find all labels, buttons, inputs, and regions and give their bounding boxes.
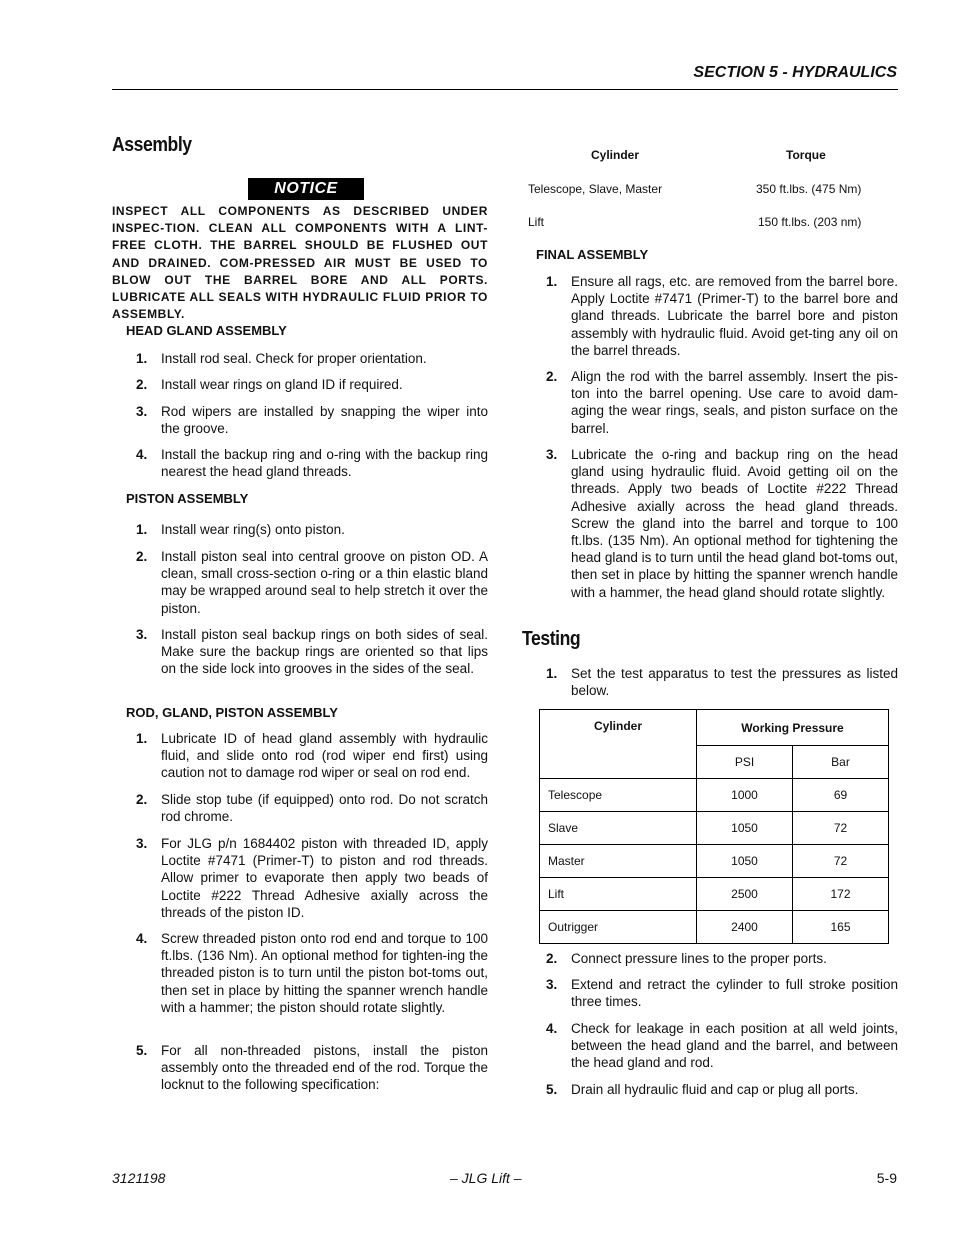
torque-cell: Telescope, Slave, Master [528,182,663,196]
torque-col-cylinder: Cylinder [591,148,640,162]
table-row: Slave 1050 72 [540,812,889,845]
final-assembly-heading: FINAL ASSEMBLY [536,247,649,262]
header-divider [112,89,898,90]
notice-text: INSPECT ALL COMPONENTS AS DESCRIBED UNDER INSPEC-TION. CLEAN ALL COMPONENTS WITH A LINT-FREE CLOTH. THE BARREL SHOULD BE FLUSHED OUT AND DRAINED. COM-PRESSED AIR MUST BE USED TO BLOW OUT THE BARREL BORE AND ALL PORTS. LUBRICATE ALL SEALS WITH HYDRAULIC FLUID PRIOR TO ASSEMBLY. [112,204,488,322]
head-gland-heading: HEAD GLAND ASSEMBLY [126,323,287,338]
page-number: 5-9 [876,1170,897,1186]
torque-cell: 150 ft.lbs. (203 nm) [758,215,862,229]
notice-label: NOTICE [248,178,364,200]
table-header-psi: PSI [697,746,793,779]
testing-heading: Testing [522,628,581,650]
rod-gland-piston-heading: ROD, GLAND, PISTON ASSEMBLY [126,705,338,720]
footer-center: – JLG Lift – [450,1170,522,1186]
table-header-working-pressure: Working Pressure [697,710,889,746]
table-row: Lift 2500 172 [540,878,889,911]
table-header-bar: Bar [793,746,889,779]
table-row: Telescope 1000 69 [540,779,889,812]
table-row: Outrigger 2400 165 [540,911,889,944]
torque-cell: Lift [528,215,545,229]
torque-cell: 350 ft.lbs. (475 Nm) [756,182,862,196]
piston-heading: PISTON ASSEMBLY [126,491,249,506]
doc-number: 3121198 [112,1170,166,1186]
section-title: SECTION 5 - HYDRAULICS [693,64,897,81]
table-row: Master 1050 72 [540,845,889,878]
assembly-heading: Assembly [112,134,192,156]
pressure-table [539,709,889,944]
torque-col-torque: Torque [786,148,826,162]
table-header-cylinder: Cylinder [540,710,697,779]
